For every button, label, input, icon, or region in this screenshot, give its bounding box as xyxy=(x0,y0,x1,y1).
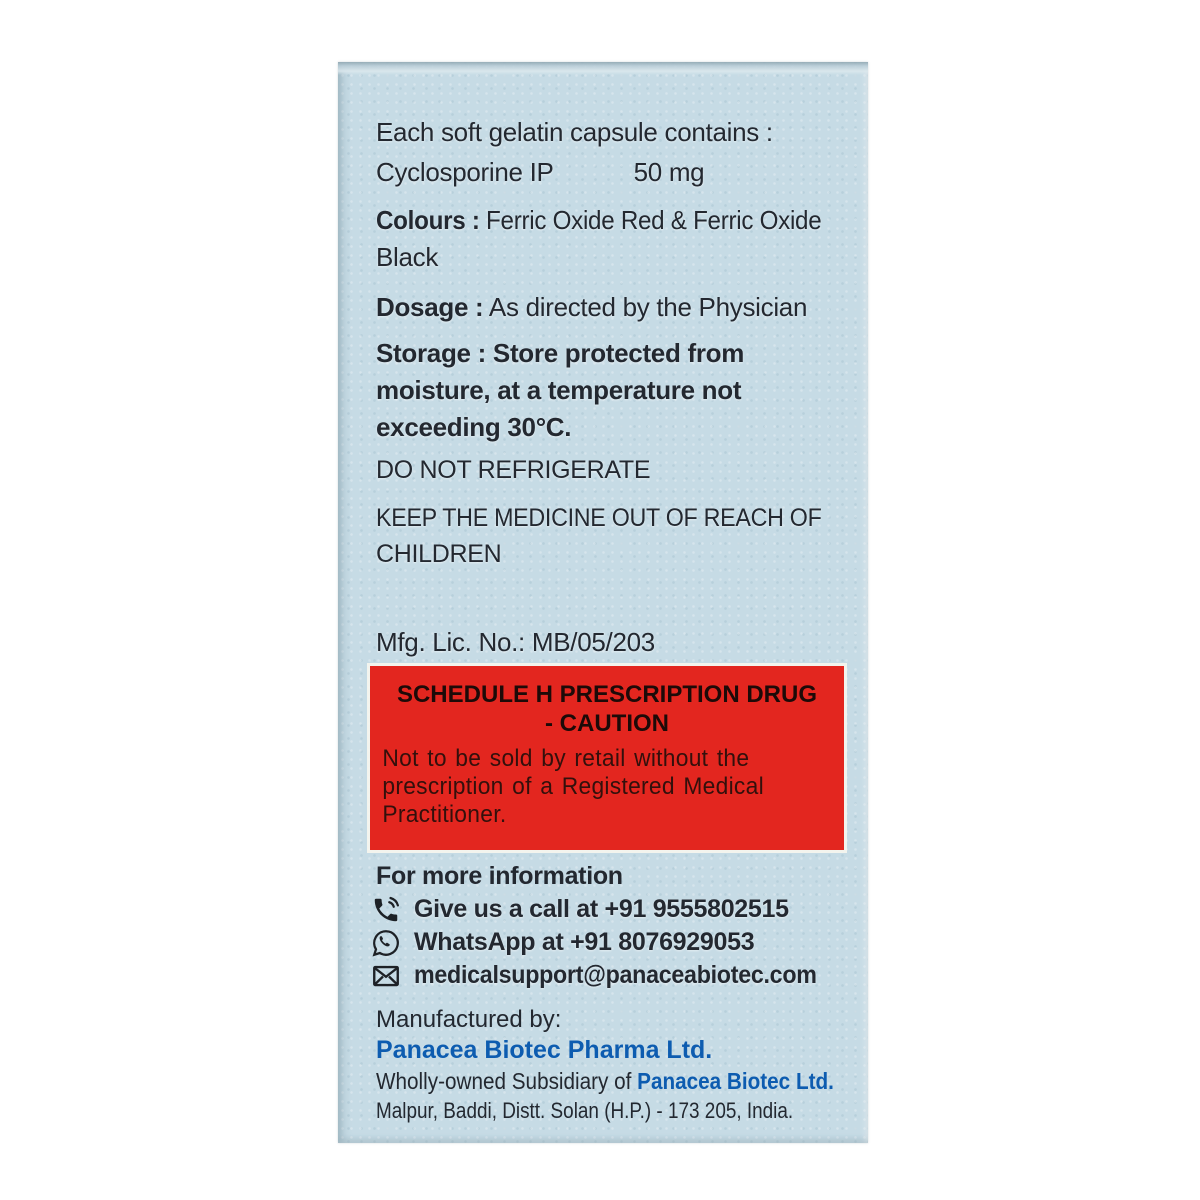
contact-whatsapp-text: WhatsApp at +91 8076929053 xyxy=(414,928,755,956)
dosage-label: Dosage : xyxy=(376,292,484,322)
contact-row-phone xyxy=(376,893,860,926)
composition-line xyxy=(376,152,860,192)
contact-row-whatsapp xyxy=(376,926,860,959)
storage-line-2: moisture, at a temperature not xyxy=(376,375,742,405)
schedule-heading-line-2: - CAUTION xyxy=(545,710,669,737)
dosage-line xyxy=(376,289,860,326)
subsidiary-company: Panacea Biotec Ltd. xyxy=(637,1068,834,1094)
email-icon xyxy=(370,961,402,991)
keep-away-warning-line-1: KEEP THE MEDICINE OUT OF REACH OF xyxy=(376,504,822,532)
colours-line-2: Black xyxy=(376,242,439,272)
ingredient-name: Cyclosporine IP xyxy=(376,157,554,187)
mfg-licence-number: Mfg. Lic. No.: MB/05/203 xyxy=(376,627,655,657)
schedule-body-line-3: Practitioner. xyxy=(382,801,507,828)
subsidiary-line xyxy=(376,1066,834,1096)
colours-value: Ferric Oxide Red & Ferric Oxide xyxy=(486,205,822,235)
schedule-body-line-1: Not to be sold by retail without the xyxy=(382,745,750,772)
schedule-h-warning-box xyxy=(370,666,844,850)
contact-row-email xyxy=(376,959,860,992)
storage-line-1: Storage : Store protected from xyxy=(376,338,745,368)
colours-label: Colours : xyxy=(376,205,480,235)
schedule-body-line-2: prescription of a Registered Medical xyxy=(382,773,764,800)
manufacturer-name: Panacea Biotec Pharma Ltd. xyxy=(376,1036,713,1064)
manufactured-by-label: Manufactured by: xyxy=(376,1006,562,1033)
manufacturer-address: Malpur, Baddi, Distt. Solan (H.P.) - 173 205, India. xyxy=(376,1098,794,1123)
contact-phone-text: Give us a call at +91 9555802515 xyxy=(414,895,789,923)
label-content xyxy=(376,112,860,1126)
storage-line-3: exceeding 30°C. xyxy=(376,412,572,442)
medicine-carton-panel xyxy=(338,62,868,1143)
keep-away-warning-line-2: CHILDREN xyxy=(376,540,502,568)
contact-email-text: medicalsupport@panaceabiotec.com xyxy=(414,961,817,989)
composition-heading: Each soft gelatin capsule contains : xyxy=(376,117,773,147)
ingredient-strength: 50 mg xyxy=(633,157,705,187)
whatsapp-icon xyxy=(370,928,402,958)
dosage-value: As directed by the Physician xyxy=(488,292,808,322)
phone-icon xyxy=(370,895,402,925)
subsidiary-prefix: Wholly-owned Subsidiary of xyxy=(376,1068,638,1094)
do-not-refrigerate-warning: DO NOT REFRIGERATE xyxy=(376,456,651,484)
schedule-heading-line-1: SCHEDULE H PRESCRIPTION DRUG xyxy=(396,681,818,708)
contact-heading: For more information xyxy=(376,862,623,890)
colours-line xyxy=(376,202,826,239)
